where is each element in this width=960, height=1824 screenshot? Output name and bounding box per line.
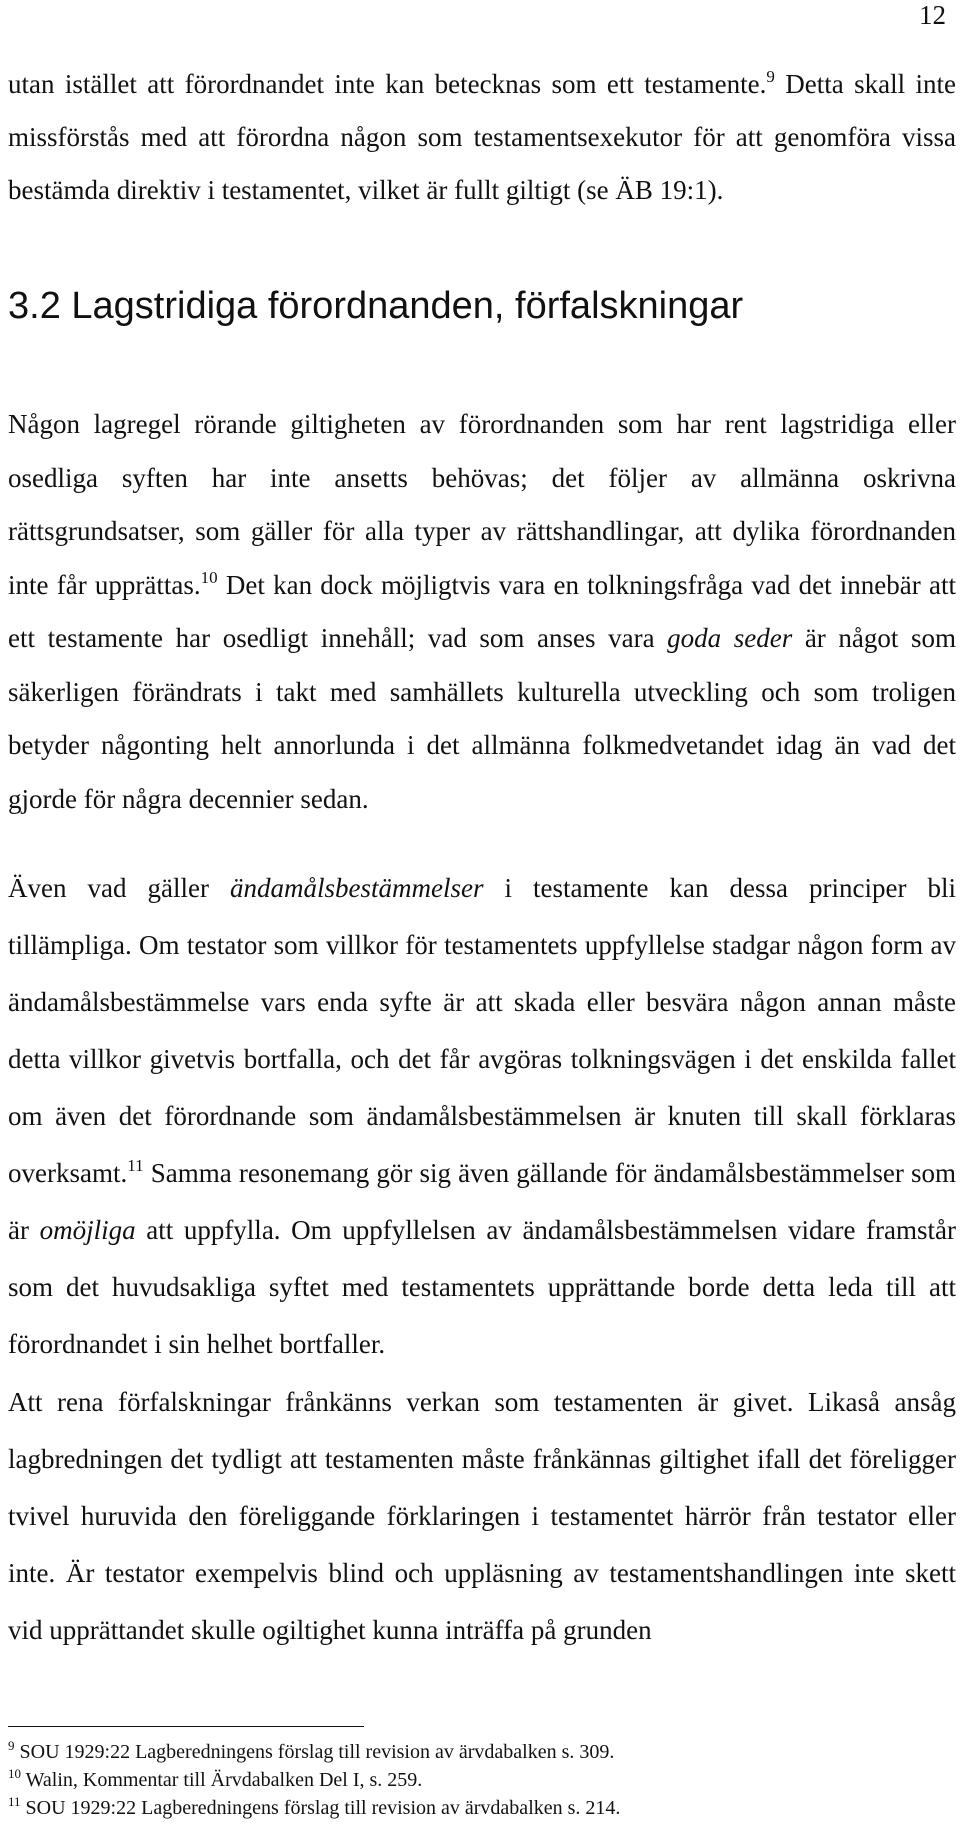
page-number: 12 — [919, 0, 946, 30]
footnote-text: Walin, Kommentar till Ärvdabalken Del I, s. 259. — [21, 1769, 423, 1791]
italic-term-omojliga: omöjliga — [39, 1215, 136, 1245]
paragraph-forfalskningar: Att rena förfalskningar frånkänns verkan som testamenten är givet. Likaså ansåg lagbredningen det tydligt att testamenten måste frånkännas giltighet ifall det föreligger tvivel huruvida den föreliggande förklaringen i testamentet härrör från testator eller inte. Är testator exempelvis blind och uppläsning av testamentshandlingen inte skett vid upprättandet skulle ogiltighet kunna inträffa på grunden — [8, 1387, 956, 1645]
paragraph-andamalsbestammelser — [8, 860, 956, 1373]
paragraph2-text-d: att uppfylla. Om uppfyllelsen av ändamålsbestämmelsen vidare framstår som det huvudsakliga syftet med testamentets upprättande borde detta leda till att förordnandet i sin helhet bortfaller. — [8, 1215, 956, 1359]
intro-text-before-note: utan istället att förordnandet inte kan betecknas som ett testamente. — [8, 69, 767, 99]
footnote-mark: 11 — [8, 1794, 21, 1809]
paragraph1-text-c: är något som säkerligen förändrats i takt med samhällets kulturella utveckling och som troligen betyder någonting helt annorlunda i det allmänna folkmedvetandet idag än vad det gjorde för några decennier sedan. — [8, 623, 956, 814]
paragraph2-text-a: Även vad gäller — [8, 873, 230, 903]
footnotes — [8, 1738, 948, 1822]
paragraph-lagstridiga — [8, 398, 956, 826]
italic-term-goda-seder: goda seder — [667, 623, 793, 653]
footnote-9 — [8, 1738, 948, 1766]
footnote-mark: 10 — [8, 1766, 21, 1781]
section-heading: 3.2 Lagstridiga förordnanden, förfalskningar — [8, 285, 744, 327]
paragraph1-text-b: Det kan dock möjligtvis vara en tolkningsfråga vad det innebär att ett testamente har osedligt innehåll; vad som anses vara — [8, 569, 956, 653]
footnote-mark: 9 — [8, 1738, 15, 1753]
italic-term-andamalsbestammelser: ändamålsbestämmelser — [230, 873, 484, 903]
footnote-text: SOU 1929:22 Lagberedningens förslag till revision av ärvdabalken s. 309. — [14, 1741, 615, 1763]
footnote-text: SOU 1929:22 Lagberedningens förslag till revision av ärvdabalken s. 214. — [20, 1797, 621, 1819]
paragraph2-text-c: Samma resonemang gör sig även gällande för ändamålsbestämmelser som är — [8, 1158, 956, 1245]
footnote-ref-11: 11 — [127, 1156, 144, 1175]
intro-paragraph — [8, 58, 956, 217]
intro-text-after-note: Detta skall inte missförstås med att förordna någon som testamentsexekutor för att genomföra vissa bestämda direktiv i testamentet, vilket är fullt giltigt (se ÄB 19:1). — [8, 69, 956, 205]
footnote-ref-9: 9 — [766, 67, 775, 86]
footnote-separator — [8, 1726, 364, 1727]
paragraph1-text-a: Någon lagregel rörande giltigheten av förordnanden som har rent lagstridiga eller osedliga syften har inte ansetts behövas; det följer av allmänna oskrivna rättsgrundsatser, som gäller för alla typer av rättshandlingar, att dylika förordnanden inte får upprättas. — [8, 409, 956, 600]
footnote-11 — [8, 1794, 948, 1822]
paragraph2-text-b: i testamente kan dessa principer bli tillämpliga. Om testator som villkor för testamentets uppfyllelse stadgar någon form av ändamålsbestämmelse vars enda syfte är att skada eller besvära någon annan måste detta villkor givetvis bortfalla, och det får avgöras tolkningsvägen i det enskilda fallet om även det förordnande som ändamålsbestämmelsen är knuten till skall förklaras overksamt. — [8, 873, 956, 1188]
footnote-ref-10: 10 — [200, 567, 218, 587]
footnote-10 — [8, 1766, 948, 1794]
